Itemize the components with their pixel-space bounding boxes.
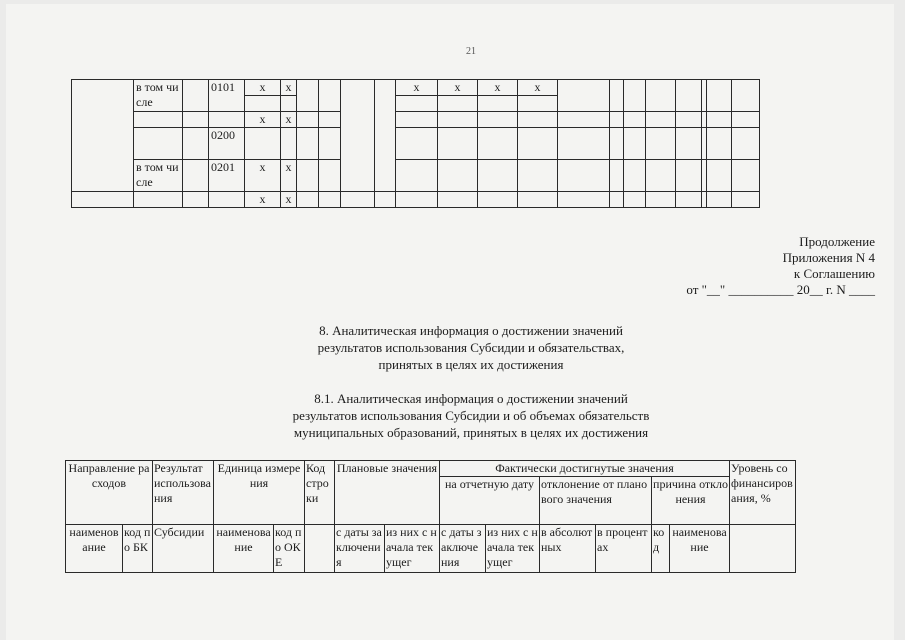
subheader-name: наименование — [66, 525, 123, 573]
subheader-percent: в процентах — [596, 525, 652, 573]
table-row-code: 0200 — [209, 128, 245, 160]
section-8-1-heading — [186, 390, 756, 441]
subheader-unit-name: наименование — [214, 525, 274, 573]
page-number: 21 — [466, 46, 476, 57]
blank-cell — [183, 80, 209, 112]
x-cell: х — [245, 80, 281, 96]
heading-line: 8.1. Аналитическая информация о достижении значений — [314, 391, 628, 406]
x-cell: х — [518, 80, 558, 96]
continuation-label: Продолжение — [799, 234, 875, 249]
header-on-date: на отчетную дату — [440, 477, 540, 525]
header-actual: Фактически достигнутые значения — [440, 461, 730, 477]
table-row-label: в том числе — [134, 80, 183, 112]
subheader-code-oke: код по ОКЕ — [274, 525, 305, 573]
header-deviation: отклонение от планового значения — [540, 477, 652, 525]
x-cell: х — [281, 160, 297, 192]
x-cell: х — [478, 80, 518, 96]
subheader-absolute: в абсолютных — [540, 525, 596, 573]
header-reason: причина отклонения — [652, 477, 730, 525]
document-page — [6, 4, 894, 640]
x-cell: х — [396, 80, 438, 96]
header-planned: Плановые значения — [335, 461, 440, 525]
subheader-code-bk: код по БК — [123, 525, 153, 573]
header-line-code: Код строки — [305, 461, 335, 525]
x-cell: х — [438, 80, 478, 96]
heading-line: муниципальных образований, принятых в целях их достижения — [293, 425, 649, 440]
subheader-code: код — [652, 525, 670, 573]
previous-table-fragment — [71, 79, 760, 208]
section-8-heading — [186, 322, 756, 373]
appendix-reference — [606, 234, 875, 298]
subheader-fact-incl: из них с начала текущег — [486, 525, 540, 573]
table-row-label: в том числе — [134, 160, 183, 192]
subheader-reason-name: наименование — [670, 525, 730, 573]
appendix-label: Приложения N 4 — [782, 250, 875, 265]
agreement-label: к Соглашению — [793, 266, 875, 281]
heading-line: результатов использования Субсидии и обязательствах, — [317, 340, 625, 355]
heading-line: 8. Аналитическая информация о достижении значений — [319, 323, 623, 338]
x-cell: х — [281, 80, 297, 96]
agreement-date-line: от "__" __________ 20__ г. N ____ — [686, 282, 875, 297]
header-direction: Направление расходов — [66, 461, 153, 525]
blank-cell — [72, 80, 134, 192]
table-row-code: 0201 — [209, 160, 245, 192]
heading-line: принятых в целях их достижения — [378, 357, 564, 372]
analytics-table — [65, 460, 796, 573]
table-row-code: 0101 — [209, 80, 245, 112]
subheader-fact-from-date: с даты заключения — [440, 525, 486, 573]
subheader-plan-incl: из них с начала текущег — [385, 525, 440, 573]
x-cell: х — [245, 112, 281, 128]
x-cell: х — [245, 160, 281, 192]
subheader-subsidy: Субсидии — [153, 525, 214, 573]
header-unit: Единица измерения — [214, 461, 305, 525]
x-cell: х — [281, 192, 297, 208]
header-result: Результат использования — [153, 461, 214, 525]
x-cell: х — [245, 192, 281, 208]
subheader-plan-from-date: с даты заключения — [335, 525, 385, 573]
heading-line: результатов использования Субсидии и об объемах обязательств — [292, 408, 650, 423]
x-cell: х — [281, 112, 297, 128]
header-cofinancing: Уровень софинансирования, % — [730, 461, 796, 525]
